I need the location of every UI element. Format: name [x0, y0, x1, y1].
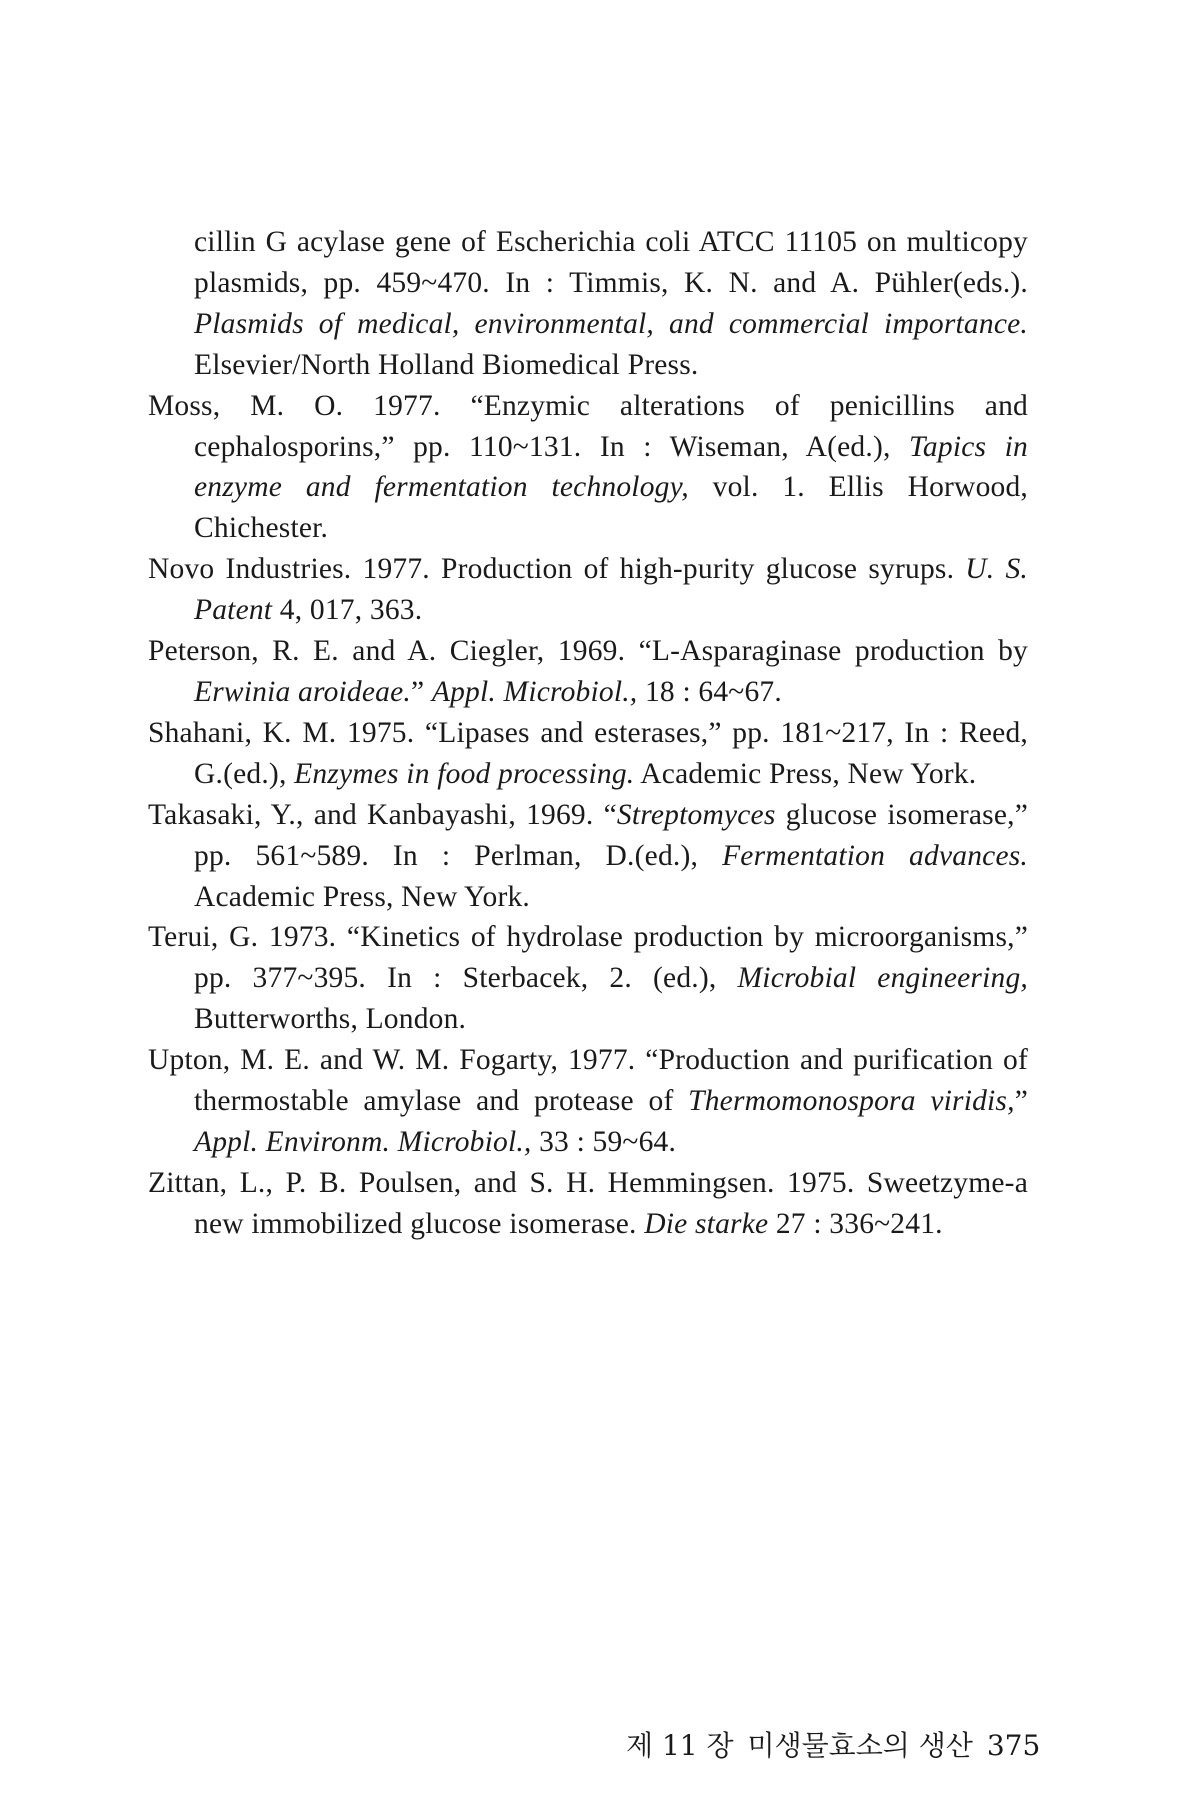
reference-italic-text: Erwinia aroideae.	[194, 675, 411, 708]
reference-text: Elsevier/North Holland Biomedical Press.	[194, 348, 699, 381]
reference-text: 4, 017, 363.	[272, 594, 423, 627]
reference-italic-text: Streptomyces	[616, 798, 776, 831]
reference-entry	[148, 713, 1028, 795]
reference-italic-text: Fermentation advances.	[722, 839, 1028, 872]
reference-text: ”	[411, 675, 432, 708]
reference-text: Zittan, L., P. B. Poulsen, and S. H. Hemmingsen. 1975. Sweetzyme-a new immobilized glucose isomerase.	[148, 1166, 1028, 1240]
reference-entry	[148, 1163, 1028, 1245]
reference-text: 33 : 59~64.	[531, 1125, 677, 1158]
reference-italic-text: U. S. Patent	[194, 553, 1028, 627]
reference-entry	[148, 795, 1028, 918]
reference-text: cillin G acylase gene of Escherichia coli ATCC 11105 on multicopy plasmids, pp. 459~470. In : Timmis, K. N. and A. Pühler(eds.).	[194, 226, 1028, 299]
reference-italic-text: Appl. Microbiol.,	[431, 675, 638, 708]
reference-text: 18 : 64~67.	[637, 675, 782, 708]
reference-text: ”	[1014, 1085, 1028, 1118]
reference-entry	[148, 917, 1028, 1040]
reference-italic-text: Microbial engineering,	[737, 962, 1028, 995]
footer-title: 미생물효소의 생산	[747, 1729, 973, 1762]
footer-chapter: 제 11 장	[626, 1729, 734, 1762]
reference-entry	[148, 631, 1028, 713]
reference-italic-text: Appl. Environm. Microbiol.,	[194, 1125, 532, 1158]
reference-text: Moss, M. O. 1977. “Enzymic alterations of penicillins and cephalosporins,” pp. 110~131. In : Wiseman, A(ed.),	[148, 389, 1028, 463]
reference-text: Takasaki, Y., and Kanbayashi, 1969. “	[148, 798, 617, 831]
reference-italic-text: Tapics in enzyme and fermentation technology,	[194, 430, 1028, 504]
reference-text: 27 : 336~241.	[768, 1207, 943, 1240]
page-number: 375	[986, 1729, 1041, 1762]
reference-italic-text: Die starke	[644, 1207, 769, 1240]
reference-text: vol. 1. Ellis Horwood, Chichester.	[194, 471, 1028, 545]
reference-italic-text: Enzymes in food processing.	[294, 757, 635, 790]
reference-text: Upton, M. E. and W. M. Fogarty, 1977. “Production and purification of thermostable amylase and protease of	[148, 1044, 1028, 1118]
reference-text: glucose isomerase,” pp. 561~589. In : Perlman, D.(ed.),	[194, 798, 1029, 872]
reference-entry	[148, 1040, 1028, 1163]
reference-text: Academic Press, New York.	[634, 757, 977, 790]
reference-italic-text: Plasmids of medical, environmental, and commercial importance.	[194, 307, 1028, 340]
reference-text: Peterson, R. E. and A. Ciegler, 1969. “L-Asparaginase production by	[148, 635, 1028, 668]
reference-entry	[148, 549, 1028, 631]
reference-text: Shahani, K. M. 1975. “Lipases and esterases,” pp. 181~217, In : Reed, G.(ed.),	[148, 716, 1028, 790]
reference-text: Novo Industries. 1977. Production of high-purity glucose syrups.	[148, 553, 966, 586]
reference-entry-continued	[148, 222, 1028, 386]
reference-text: Academic Press, New York.	[194, 880, 531, 913]
reference-entry	[148, 386, 1028, 550]
reference-italic-text: Thermomonospora viridis,	[688, 1085, 1015, 1118]
reference-text: Butterworths, London.	[194, 1003, 467, 1036]
page-footer	[612, 1724, 1041, 1764]
reference-list	[148, 222, 1028, 1245]
reference-text: Terui, G. 1973. “Kinetics of hydrolase production by microorganisms,” pp. 377~395. In : Sterbacek, 2. (ed.),	[148, 921, 1028, 995]
